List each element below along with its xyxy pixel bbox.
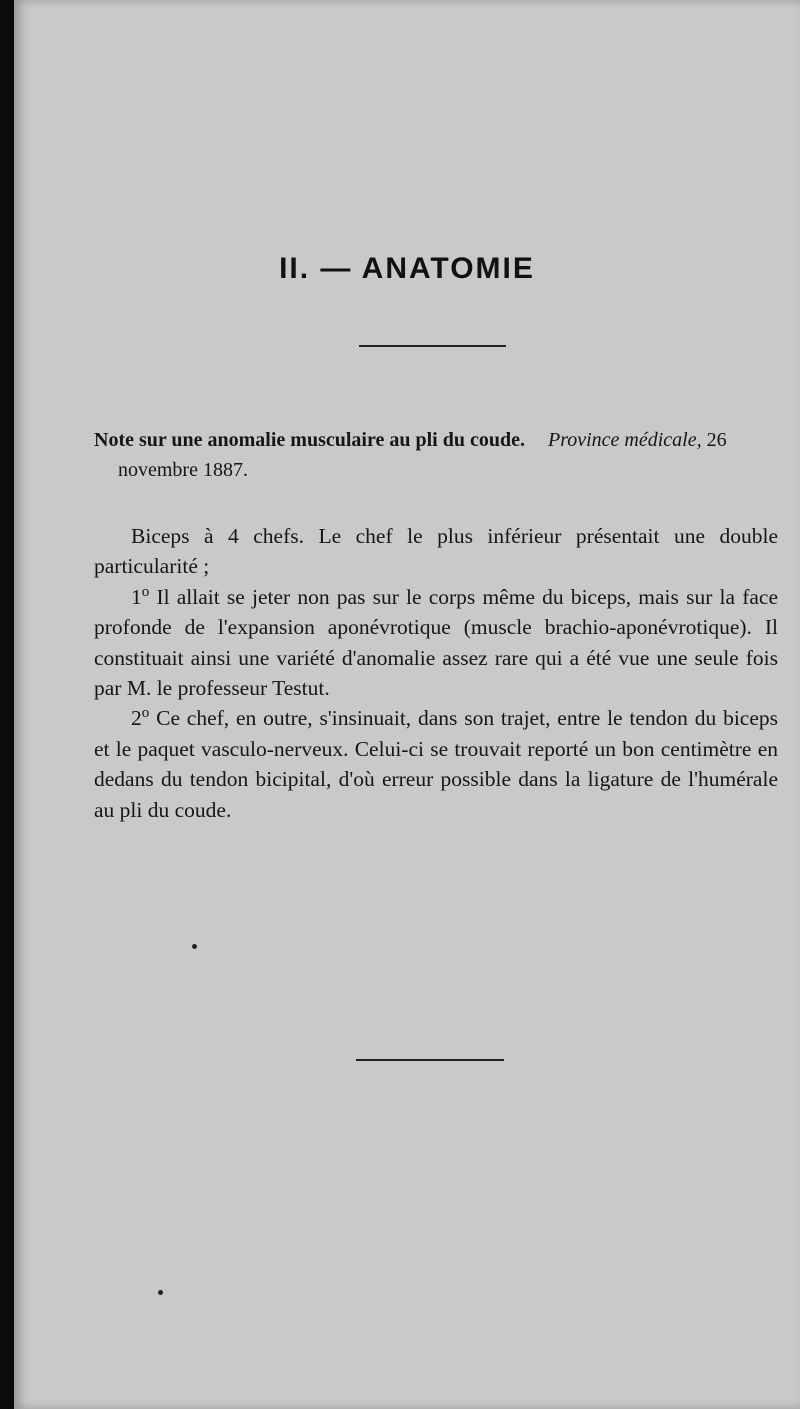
reference-source: Province médicale,: [547, 429, 702, 451]
reference-line-1: [94, 425, 778, 455]
item-number-2: 2: [131, 706, 142, 731]
bottom-divider: [356, 1059, 504, 1061]
section-title: II. — ANATOMIE: [279, 252, 535, 285]
paragraph-2-text: Il allait se jeter non pas sur le corps même du biceps, mais sur la face profonde de l'expansion aponévrotique (muscle brachio-aponévrotique). Il constituait ainsi une variété d'anomalie assez rare qui a été vue une seule fois par M. le professeur Testut.: [94, 584, 778, 701]
ordinal-mark: o: [141, 705, 150, 722]
top-divider: [359, 345, 506, 347]
paragraph-3-text: Ce chef, en outre, s'insinuait, dans son trajet, entre le tendon du biceps et le paquet vasculo-nerveux. Celui-ci se trouvait reporté un bon centimètre en dedans du tendon bicipital, d'où erreur possible dans la ligature de l'humérale au pli du coude.: [94, 706, 778, 822]
paragraph-2: [94, 582, 778, 704]
paragraph-1: Biceps à 4 chefs. Le chef le plus inférieur présentait une double particularité ;: [94, 524, 778, 579]
reference-date: novembre 1887.: [118, 459, 248, 481]
ordinal-mark: o: [141, 583, 150, 600]
reference-title: Note sur une anomalie musculaire au pli du coude.: [94, 429, 525, 451]
body-text: [94, 521, 778, 825]
print-speck: [192, 944, 197, 949]
bibliographic-reference: [94, 425, 778, 485]
print-speck: [158, 1290, 163, 1295]
reference-day: 26: [706, 429, 727, 451]
paragraph-3: [94, 703, 778, 825]
book-page: [14, 0, 800, 1409]
item-number-1: 1: [131, 584, 142, 609]
